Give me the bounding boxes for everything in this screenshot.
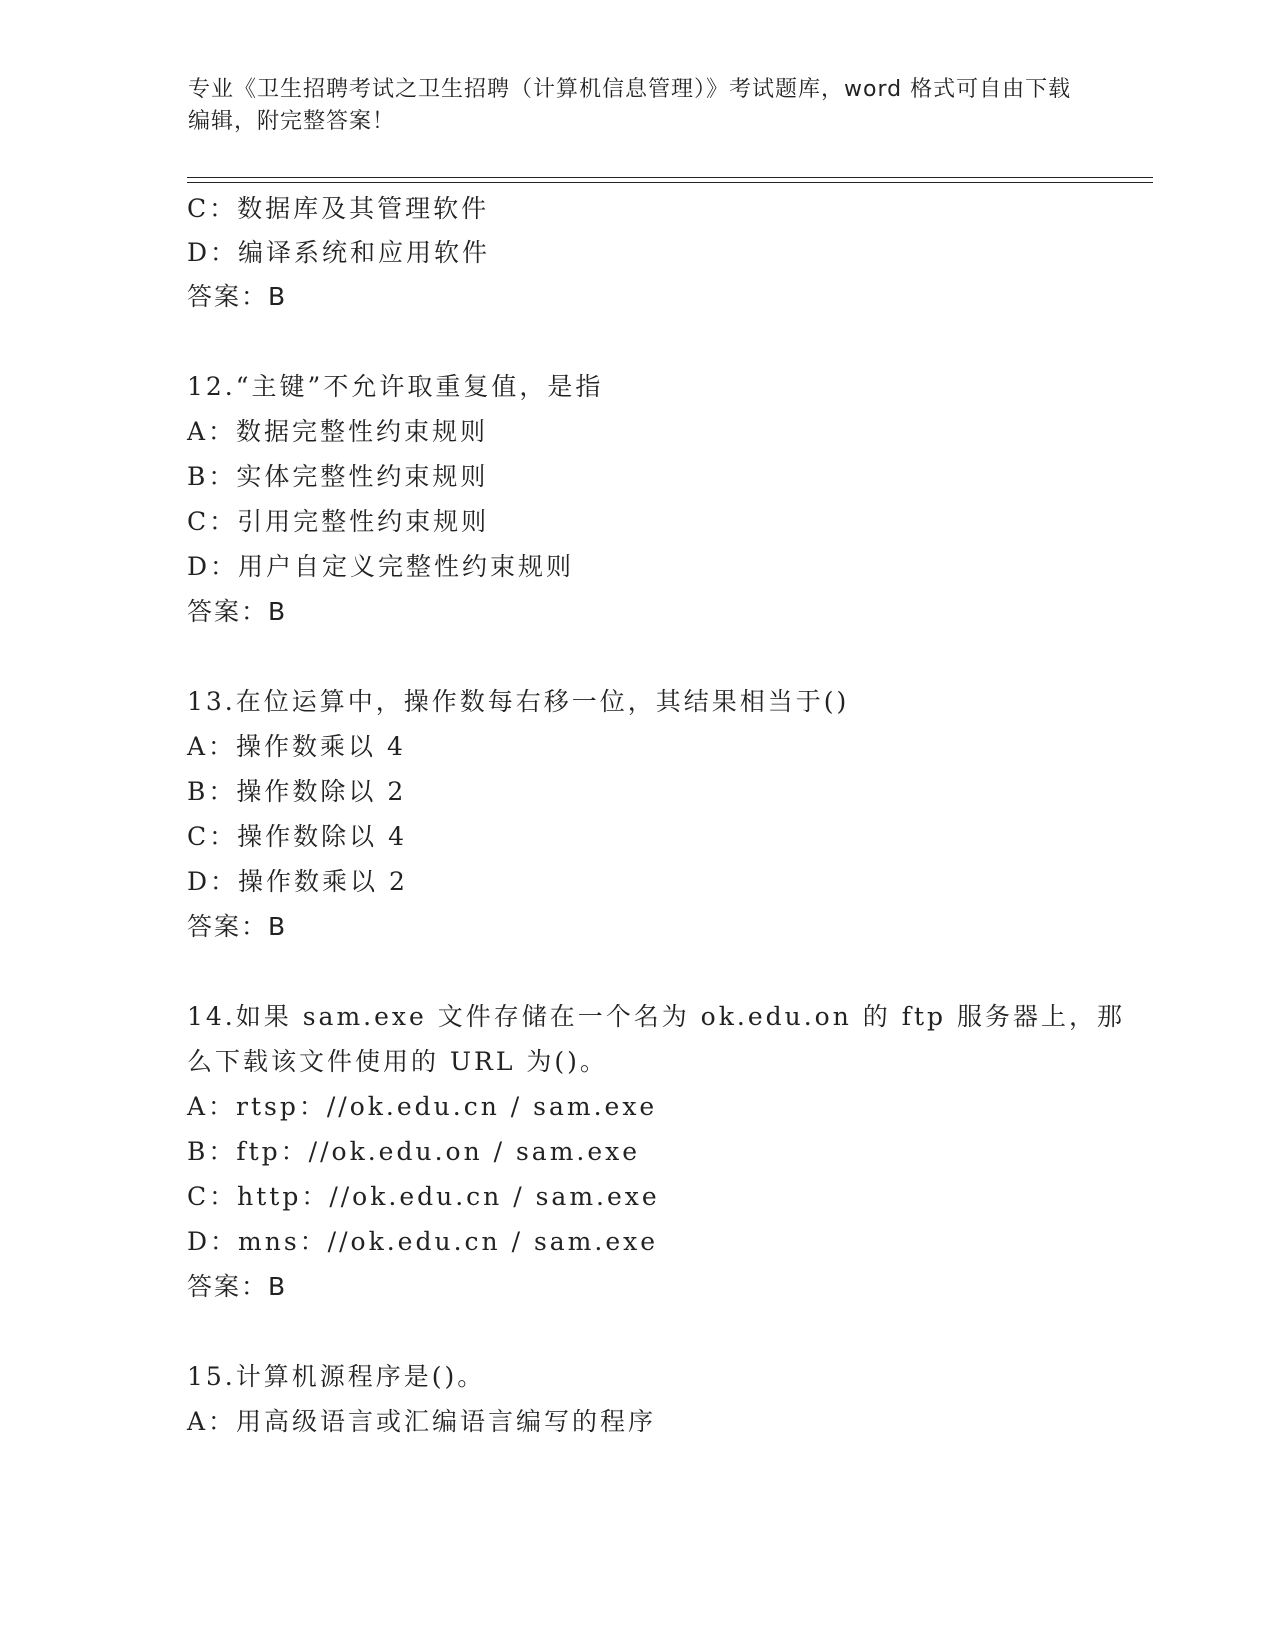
- header-divider-bottom: [187, 182, 1153, 183]
- q12-option-d: D：用户自定义完整性约束规则: [187, 552, 575, 581]
- q14-option-d: D：mns：//ok.edu.cn / sam.exe: [187, 1227, 659, 1256]
- q15-stem: 15.计算机源程序是()。: [187, 1362, 486, 1391]
- q14-answer: 答案：B: [187, 1272, 288, 1301]
- q12-stem: 12.“主键”不允许取重复值，是指: [187, 372, 604, 401]
- q11-answer: 答案：B: [187, 282, 288, 311]
- header-divider-top: [187, 177, 1153, 178]
- q12-option-b: B：实体完整性约束规则: [187, 462, 489, 491]
- q13-stem: 13.在位运算中，操作数每右移一位，其结果相当于(): [187, 687, 850, 716]
- q13-option-c: C：操作数除以 4: [187, 822, 407, 851]
- q12-option-a: A：数据完整性约束规则: [187, 417, 489, 446]
- q14-option-a: A：rtsp：//ok.edu.cn / sam.exe: [187, 1092, 658, 1121]
- q11-option-c: C：数据库及其管理软件: [187, 194, 490, 223]
- q13-answer: 答案：B: [187, 912, 288, 941]
- q14-option-c: C：http：//ok.edu.cn / sam.exe: [187, 1182, 660, 1211]
- q12-answer: 答案：B: [187, 597, 288, 626]
- q13-option-d: D：操作数乘以 2: [187, 867, 408, 896]
- q14-stem-line2: 么下载该文件使用的 URL 为()。: [187, 1047, 608, 1076]
- q11-option-d: D：编译系统和应用软件: [187, 238, 491, 267]
- q15-option-a: A：用高级语言或汇编语言编写的程序: [187, 1407, 657, 1436]
- q12-option-c: C：引用完整性约束规则: [187, 507, 490, 536]
- document-header: 专业《卫生招聘考试之卫生招聘（计算机信息管理）》考试题库，word 格式可自由下载编辑，附完整答案！: [188, 77, 1072, 134]
- q13-option-a: A：操作数乘以 4: [187, 732, 406, 761]
- q14-option-b: B：ftp：//ok.edu.on / sam.exe: [187, 1137, 641, 1166]
- q14-stem-line1: 14.如果 sam.exe 文件存储在一个名为 ok.edu.on 的 ftp 服务器上，那: [187, 1002, 1125, 1031]
- q13-option-b: B：操作数除以 2: [187, 777, 407, 806]
